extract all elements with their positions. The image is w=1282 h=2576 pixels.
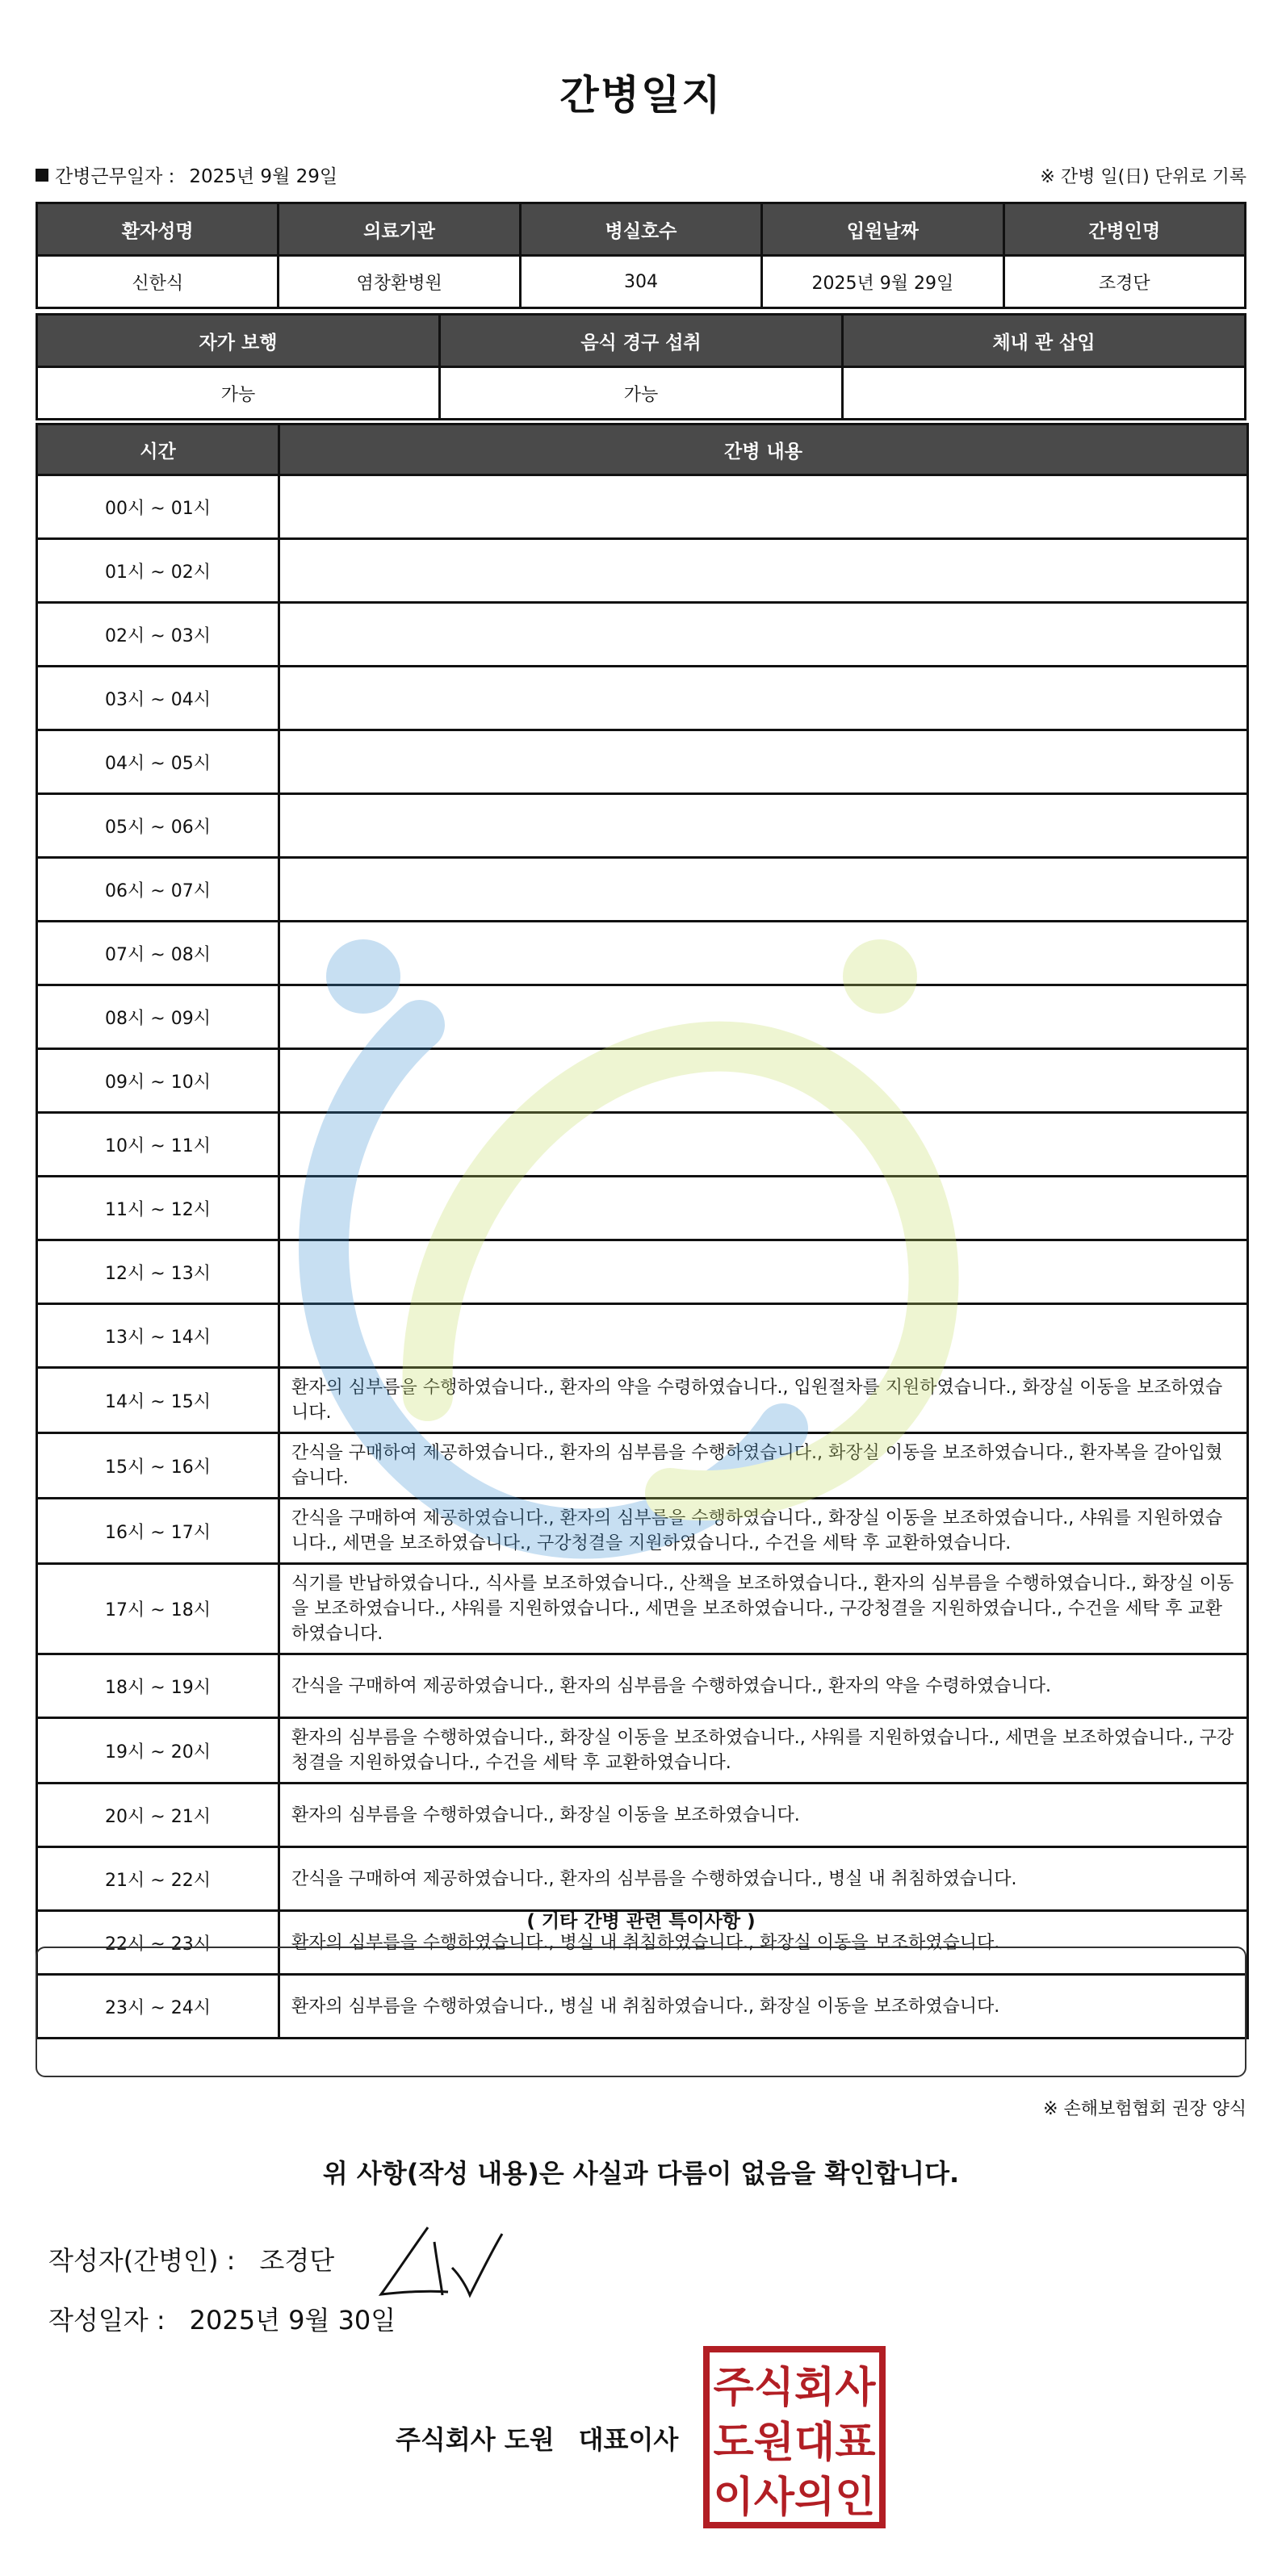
write-date-value: 2025년 9월 30일 bbox=[189, 2305, 396, 2336]
header-oral-intake: 음식 경구 섭취 bbox=[440, 315, 843, 367]
table-row bbox=[37, 1718, 1248, 1784]
time-slot: 20시 ~ 21시 bbox=[37, 1784, 279, 1847]
tube-insertion-value bbox=[843, 367, 1246, 420]
time-slot: 09시 ~ 10시 bbox=[37, 1049, 279, 1113]
header-care-content: 간병 내용 bbox=[279, 424, 1248, 475]
time-slot: 13시 ~ 14시 bbox=[37, 1304, 279, 1368]
time-slot: 18시 ~ 19시 bbox=[37, 1654, 279, 1718]
table-row bbox=[37, 1499, 1248, 1564]
company-signature-row bbox=[396, 2419, 678, 2457]
company-seal-stamp bbox=[702, 2345, 886, 2529]
write-date-label: 작성일자 : bbox=[48, 2305, 165, 2336]
care-content bbox=[279, 730, 1248, 794]
table-row bbox=[37, 475, 1248, 539]
care-content: 환자의 심부름을 수행하였습니다., 환자의 약을 수령하였습니다., 입원절차를 지원하였습니다., 화장실 이동을 보조하였습니다. bbox=[279, 1368, 1248, 1433]
time-slot: 10시 ~ 11시 bbox=[37, 1113, 279, 1177]
time-slot: 14시 ~ 15시 bbox=[37, 1368, 279, 1433]
time-slot: 23시 ~ 24시 bbox=[37, 1975, 279, 2039]
writer-row bbox=[48, 2240, 334, 2277]
work-date-label: 간병근무일자 : bbox=[55, 166, 175, 187]
time-slot: 00시 ~ 01시 bbox=[37, 475, 279, 539]
header-hospital: 의료기관 bbox=[279, 203, 520, 256]
signature-image bbox=[371, 2218, 509, 2306]
header-caregiver: 간병인명 bbox=[1003, 203, 1245, 256]
time-slot: 12시 ~ 13시 bbox=[37, 1240, 279, 1304]
seal-line-1: 주식회사 bbox=[713, 2364, 876, 2412]
time-slot: 08시 ~ 09시 bbox=[37, 985, 279, 1049]
table-row bbox=[37, 1654, 1248, 1718]
table-row bbox=[37, 1564, 1248, 1654]
care-content bbox=[279, 475, 1248, 539]
form-note: ※ 손해보험협회 권장 양식 bbox=[1043, 2099, 1246, 2119]
table-row bbox=[37, 1113, 1248, 1177]
care-content: 간식을 구매하여 제공하였습니다., 환자의 심부름을 수행하였습니다., 환자의 약을 수령하였습니다. bbox=[279, 1654, 1248, 1718]
remarks-box bbox=[36, 1947, 1246, 2077]
write-date-row bbox=[48, 2300, 396, 2337]
time-slot: 05시 ~ 06시 bbox=[37, 794, 279, 858]
seal-line-2: 도원대표 bbox=[713, 2419, 876, 2467]
table-row bbox=[37, 1847, 1248, 1911]
table-row bbox=[37, 667, 1248, 730]
time-slot: 22시 ~ 23시 bbox=[37, 1911, 279, 1975]
time-slot: 01시 ~ 02시 bbox=[37, 539, 279, 603]
table-row bbox=[37, 730, 1248, 794]
table-row bbox=[37, 922, 1248, 985]
time-slot: 07시 ~ 08시 bbox=[37, 922, 279, 985]
care-content: 간식을 구매하여 제공하였습니다., 환자의 심부름을 수행하였습니다., 화장실 이동을 보조하였습니다., 샤워를 지원하였습니다., 세면을 보조하였습니다., 구강청결을 지원하였습니다., 수건을 세탁 후 교환하였습니다. bbox=[279, 1499, 1248, 1564]
company-name: 주식회사 도원 bbox=[396, 2424, 555, 2455]
header-patient-name: 환자성명 bbox=[37, 203, 279, 256]
care-content bbox=[279, 1304, 1248, 1368]
table-row bbox=[37, 1304, 1248, 1368]
room-number: 304 bbox=[520, 256, 761, 308]
table-row bbox=[37, 1049, 1248, 1113]
care-content: 환자의 심부름을 수행하였습니다., 병실 내 취침하였습니다., 화장실 이동을 보조하였습니다. bbox=[279, 1911, 1248, 1975]
table-row bbox=[37, 603, 1248, 667]
table-row bbox=[37, 1240, 1248, 1304]
care-content bbox=[279, 1113, 1248, 1177]
caregiver-name: 조경단 bbox=[1003, 256, 1245, 308]
oral-intake-value: 가능 bbox=[440, 367, 843, 420]
table-row bbox=[37, 1368, 1248, 1433]
time-slot: 04시 ~ 05시 bbox=[37, 730, 279, 794]
patient-status-table bbox=[36, 313, 1246, 420]
time-slot: 15시 ~ 16시 bbox=[37, 1433, 279, 1499]
time-slot: 03시 ~ 04시 bbox=[37, 667, 279, 730]
care-content bbox=[279, 539, 1248, 603]
patient-info-table bbox=[36, 202, 1246, 309]
care-content: 환자의 심부름을 수행하였습니다., 화장실 이동을 보조하였습니다., 샤워를 지원하였습니다., 세면을 보조하였습니다., 구강청결을 지원하였습니다., 수건을 세탁 후 교환하였습니다. bbox=[279, 1718, 1248, 1784]
header-time: 시간 bbox=[37, 424, 279, 475]
patient-name: 신한식 bbox=[37, 256, 279, 308]
time-slot: 19시 ~ 20시 bbox=[37, 1718, 279, 1784]
bullet-square-icon bbox=[36, 169, 48, 182]
writer-name: 조경단 bbox=[259, 2245, 335, 2276]
time-slot: 17시 ~ 18시 bbox=[37, 1564, 279, 1654]
confirmation-statement: 위 사항(작성 내용)은 사실과 다름이 없음을 확인합니다. bbox=[322, 2158, 960, 2189]
record-note: ※ 간병 일(日) 단위로 기록 bbox=[1040, 167, 1246, 187]
time-slot: 16시 ~ 17시 bbox=[37, 1499, 279, 1564]
care-content: 환자의 심부름을 수행하였습니다., 화장실 이동을 보조하였습니다. bbox=[279, 1784, 1248, 1847]
time-slot: 02시 ~ 03시 bbox=[37, 603, 279, 667]
work-date-value: 2025년 9월 29일 bbox=[189, 166, 338, 187]
time-slot: 06시 ~ 07시 bbox=[37, 858, 279, 922]
header-room: 병실호수 bbox=[520, 203, 761, 256]
header-admission-date: 입원날짜 bbox=[762, 203, 1003, 256]
care-content: 환자의 심부름을 수행하였습니다., 병실 내 취침하였습니다., 화장실 이동을 보조하였습니다. bbox=[279, 1975, 1248, 2039]
company-representative: 대표이사 bbox=[578, 2424, 679, 2455]
care-content: 간식을 구매하여 제공하였습니다., 환자의 심부름을 수행하였습니다., 화장실 이동을 보조하였습니다., 환자복을 갈아입혔습니다. bbox=[279, 1433, 1248, 1499]
header-self-walking: 자가 보행 bbox=[37, 315, 440, 367]
work-date-row bbox=[36, 161, 337, 188]
table-row bbox=[37, 1433, 1248, 1499]
care-content bbox=[279, 922, 1248, 985]
hospital-name: 염창환병원 bbox=[279, 256, 520, 308]
header-tube-insertion: 체내 관 삽입 bbox=[843, 315, 1246, 367]
remarks-title: ( 기타 간병 관련 특이사항 ) bbox=[526, 1911, 756, 1932]
writer-label: 작성자(간병인) : bbox=[48, 2245, 236, 2276]
self-walking-value: 가능 bbox=[37, 367, 440, 420]
care-log-table bbox=[36, 423, 1249, 2039]
table-row bbox=[37, 985, 1248, 1049]
table-row bbox=[37, 1177, 1248, 1240]
care-content bbox=[279, 1240, 1248, 1304]
care-content bbox=[279, 1177, 1248, 1240]
table-row bbox=[37, 539, 1248, 603]
care-content: 식기를 반납하였습니다., 식사를 보조하였습니다., 산책을 보조하였습니다., 환자의 심부름을 수행하였습니다., 화장실 이동을 보조하였습니다., 샤워를 지원하였습니다., 세면을 보조하였습니다., 구강청결을 지원하였습니다., 수건을 세탁 후 교환하였습니다. bbox=[279, 1564, 1248, 1654]
care-content bbox=[279, 1049, 1248, 1113]
care-content bbox=[279, 985, 1248, 1049]
care-content bbox=[279, 603, 1248, 667]
care-content: 간식을 구매하여 제공하였습니다., 환자의 심부름을 수행하였습니다., 병실 내 취침하였습니다. bbox=[279, 1847, 1248, 1911]
admission-date: 2025년 9월 29일 bbox=[762, 256, 1003, 308]
document-title: 간병일지 bbox=[559, 72, 723, 119]
time-slot: 21시 ~ 22시 bbox=[37, 1847, 279, 1911]
seal-line-3: 이사의인 bbox=[713, 2474, 876, 2522]
care-content bbox=[279, 794, 1248, 858]
care-content bbox=[279, 858, 1248, 922]
table-row bbox=[37, 794, 1248, 858]
care-content bbox=[279, 667, 1248, 730]
time-slot: 11시 ~ 12시 bbox=[37, 1177, 279, 1240]
table-row bbox=[37, 1784, 1248, 1847]
table-row bbox=[37, 858, 1248, 922]
